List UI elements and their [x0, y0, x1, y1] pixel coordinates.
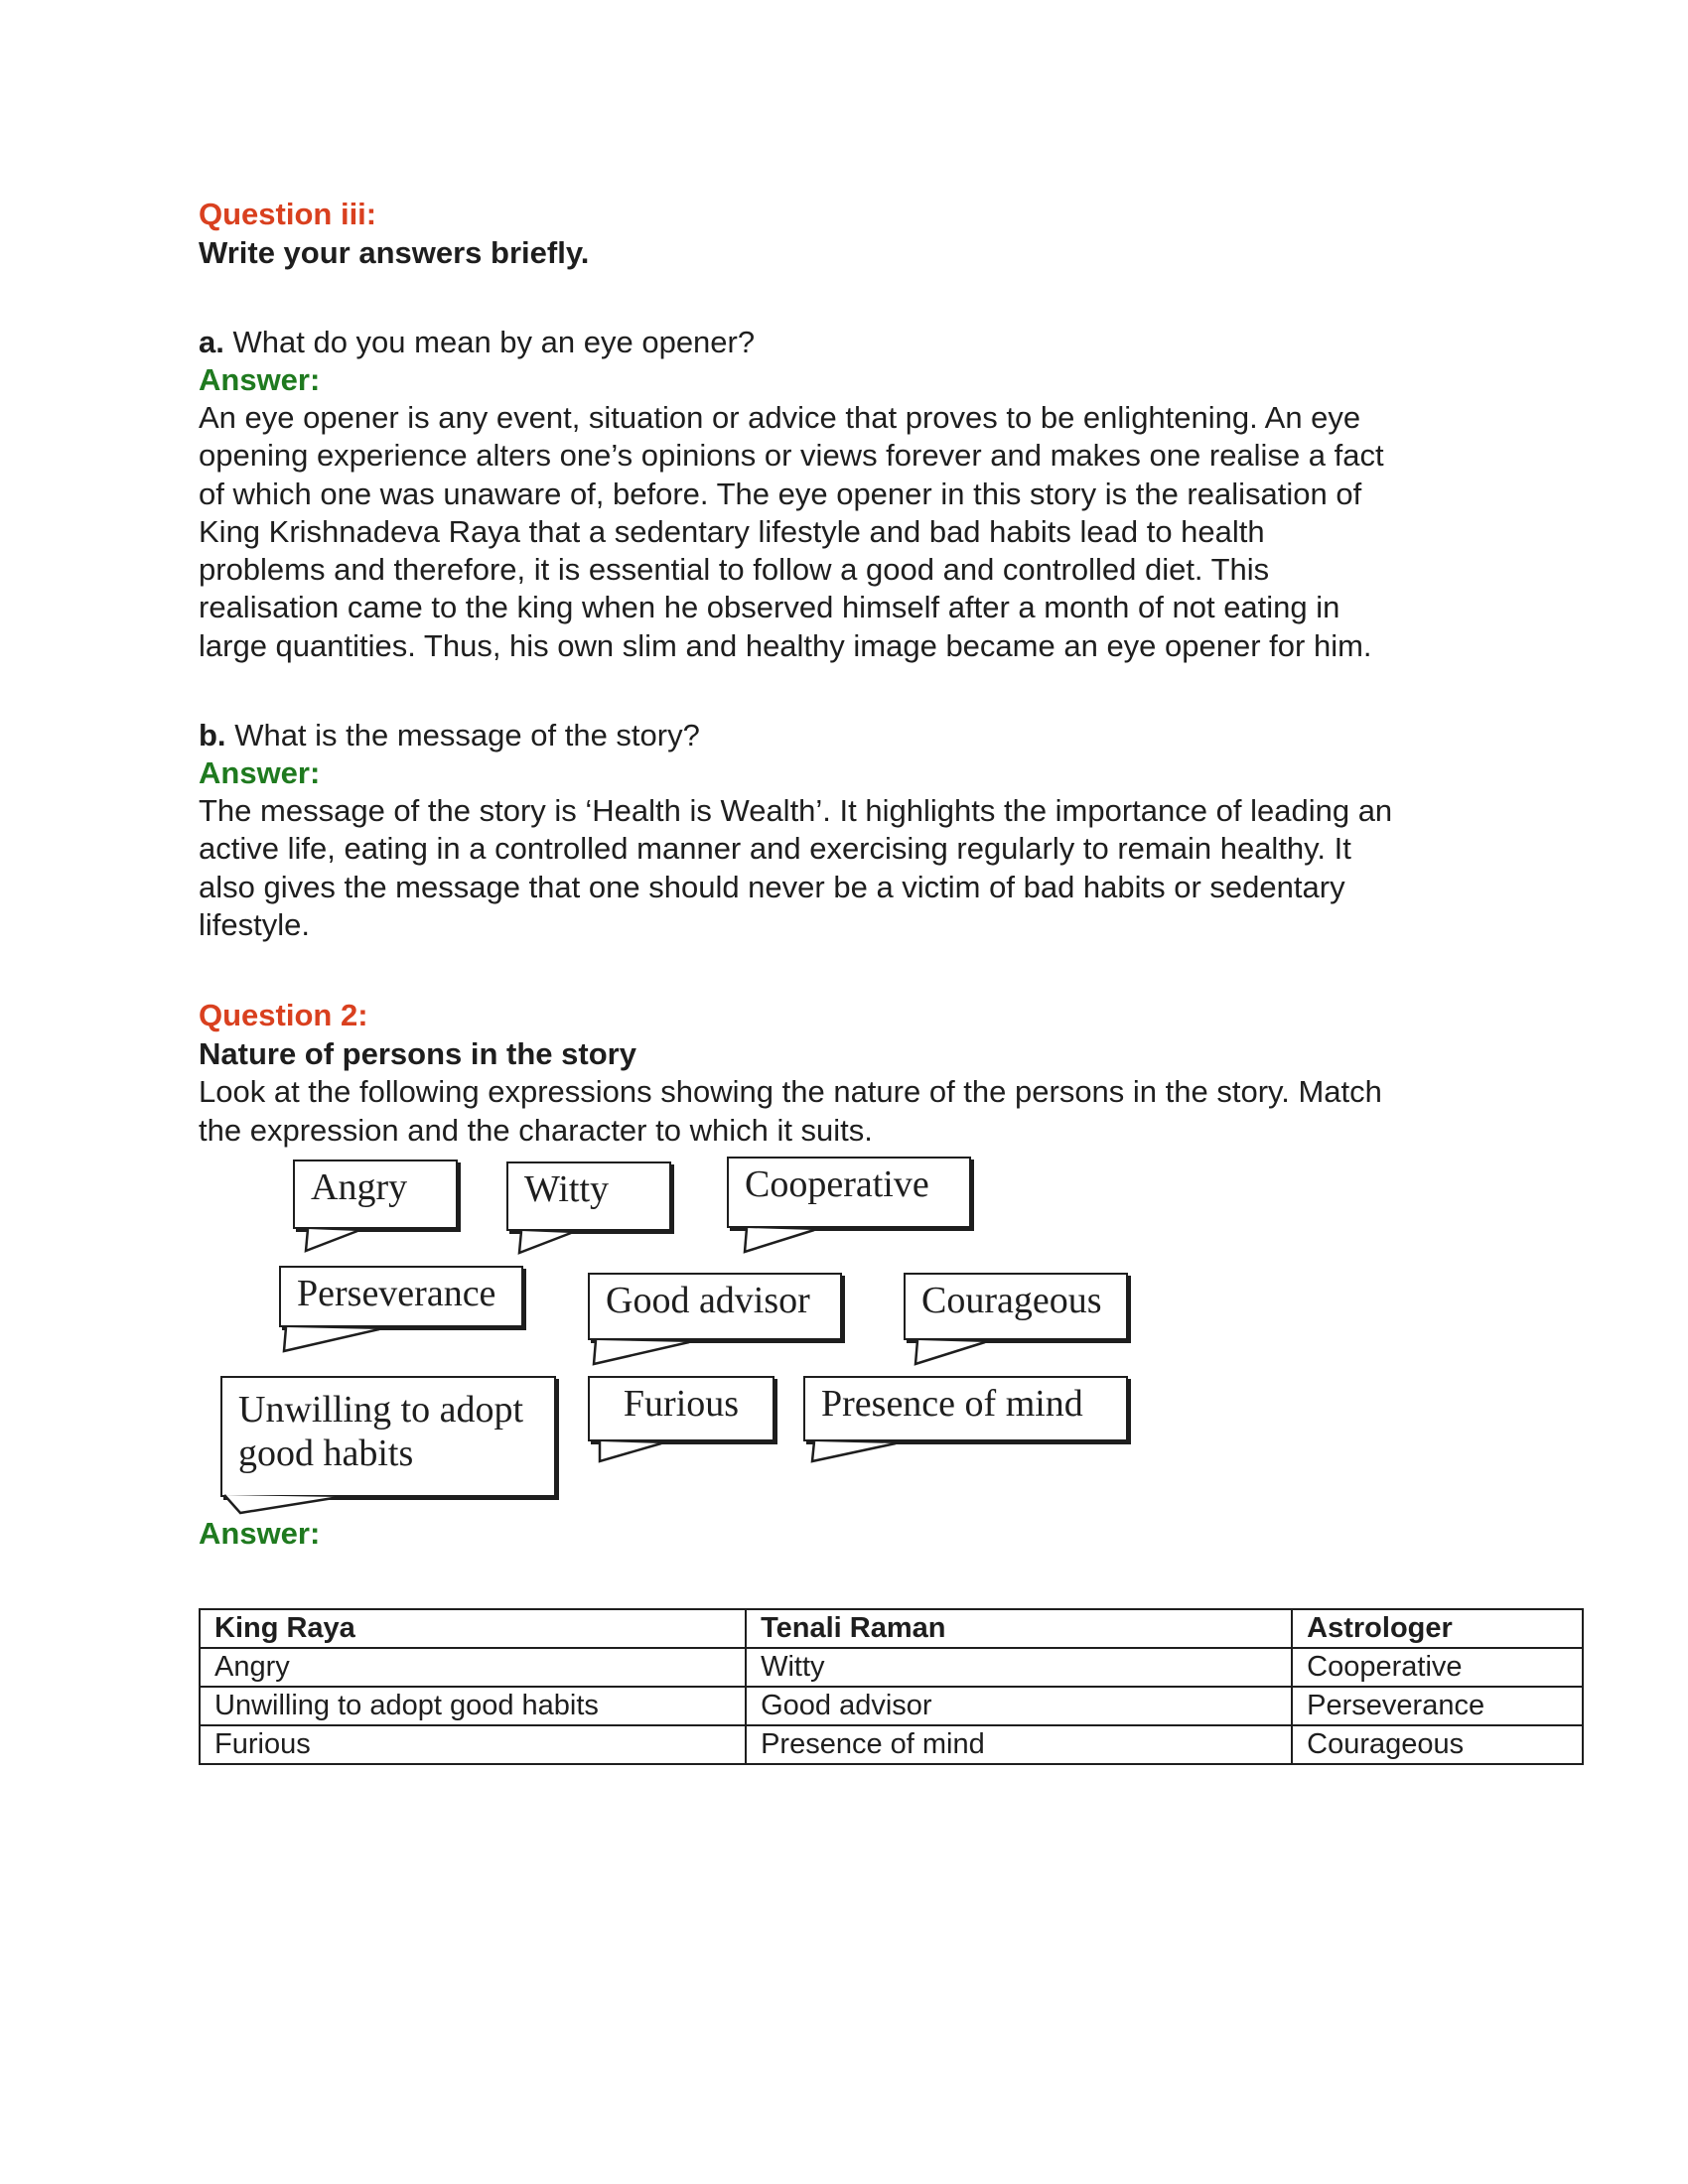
table-cell: Angry	[200, 1648, 746, 1687]
bubble-unwilling	[220, 1376, 556, 1497]
table-row	[200, 1725, 1583, 1764]
bubble-label: Presence of mind	[821, 1382, 1083, 1425]
bubble-perseverance	[279, 1266, 523, 1327]
instruction-line: the expression and the character to which it suits.	[199, 1112, 873, 1148]
answer-b-label: Answer:	[199, 755, 321, 791]
bubble-courageous	[904, 1273, 1128, 1340]
table-cell: Perseverance	[1292, 1687, 1583, 1725]
bubble-witty	[506, 1161, 671, 1231]
question-2-heading: Question 2:	[199, 998, 368, 1033]
answer-a-line: An eye opener is any event, situation or advice that proves to be enlightening. An eye	[199, 400, 1361, 435]
bubble-label: Cooperative	[745, 1162, 929, 1205]
question-iii-instruction: Write your answers briefly.	[199, 235, 590, 270]
question-a-text: What do you mean by an eye opener?	[232, 325, 756, 359]
question-a	[199, 324, 1489, 361]
answer-b-line: active life, eating in a controlled manner and exercising regularly to remain healthy. It	[199, 831, 1351, 867]
answer-a-text	[199, 399, 1489, 665]
answer-b-line: also gives the message that one should never be a victim of bad habits or sedentary	[199, 869, 1345, 904]
answer-a-line: problems and therefore, it is essential to follow a good and controlled diet. This	[199, 552, 1270, 588]
bubble-tail	[298, 1227, 377, 1257]
bubble-tail	[906, 1338, 1005, 1370]
instruction-line: Look at the following expressions showing the nature of the persons in the story. Match	[199, 1074, 1382, 1110]
bubble-tail	[511, 1229, 591, 1259]
bubble-furious	[588, 1376, 774, 1441]
table-row	[200, 1687, 1583, 1725]
bubble-label: Unwilling to adopt	[238, 1388, 524, 1431]
bubble-tail	[806, 1439, 925, 1467]
header-astrologer: Astrologer	[1292, 1609, 1583, 1648]
bubble-label: Courageous	[921, 1279, 1102, 1321]
table-cell: Witty	[746, 1648, 1292, 1687]
bubble-tail	[735, 1226, 834, 1258]
answer-table-wrapper	[199, 1608, 1489, 1765]
answer-table	[199, 1608, 1584, 1765]
answer-b-line: lifestyle.	[199, 906, 310, 942]
table-row	[200, 1648, 1583, 1687]
bubble-tail	[280, 1325, 399, 1357]
table-cell: Furious	[200, 1725, 746, 1764]
question-2-instruction	[199, 1073, 1489, 1150]
answer-a-line: large quantities. Thus, his own slim and healthy image became an eye opener for him.	[199, 627, 1372, 663]
header-king-raya: King Raya	[200, 1609, 746, 1648]
bubble-label: Witty	[524, 1167, 610, 1210]
question-2-title: Nature of persons in the story	[199, 1036, 636, 1072]
bubble-cooperative	[727, 1157, 971, 1228]
bubble-label: Good advisor	[606, 1279, 810, 1321]
table-cell: Courageous	[1292, 1725, 1583, 1764]
bubble-label: Perseverance	[297, 1272, 496, 1314]
table-header-row	[200, 1609, 1583, 1648]
bubble-tail	[590, 1338, 709, 1370]
table-cell: Good advisor	[746, 1687, 1292, 1725]
bubble-angry	[293, 1160, 458, 1229]
bubble-label: good habits	[238, 1432, 414, 1474]
answer-a-line: opening experience alters one’s opinions or views forever and makes one realise a fact	[199, 438, 1384, 474]
bubble-presence-of-mind	[803, 1376, 1128, 1441]
bubble-tail	[220, 1495, 359, 1519]
answer-a-line: of which one was unaware of, before. The eye opener in this story is the realisation of	[199, 476, 1362, 511]
bubble-good-advisor	[588, 1273, 842, 1340]
answer-a-line: realisation came to the king when he observed himself after a month of not eating in	[199, 590, 1340, 625]
bubble-tail	[592, 1439, 691, 1467]
question-a-marker: a.	[199, 325, 224, 359]
worksheet-page	[199, 195, 1489, 1765]
bubble-label: Angry	[311, 1165, 408, 1208]
question-b-marker: b.	[199, 718, 226, 753]
table-cell: Presence of mind	[746, 1725, 1292, 1764]
speech-bubble-group	[199, 1152, 1489, 1519]
answer-b-text	[199, 792, 1489, 944]
answer-b-line: The message of the story is ‘Health is Wealth’. It highlights the importance of leading an	[199, 793, 1393, 829]
question-2-answer-label: Answer:	[199, 1515, 321, 1551]
table-cell: Cooperative	[1292, 1648, 1583, 1687]
header-tenali-raman: Tenali Raman	[746, 1609, 1292, 1648]
question-b	[199, 717, 1489, 754]
answer-a-line: King Krishnadeva Raya that a sedentary lifestyle and bad habits lead to health	[199, 513, 1265, 549]
bubble-label: Furious	[623, 1382, 740, 1425]
answer-a-label: Answer:	[199, 362, 321, 397]
question-b-text: What is the message of the story?	[234, 718, 700, 753]
table-cell: Unwilling to adopt good habits	[200, 1687, 746, 1725]
question-iii-heading: Question iii:	[199, 197, 377, 231]
